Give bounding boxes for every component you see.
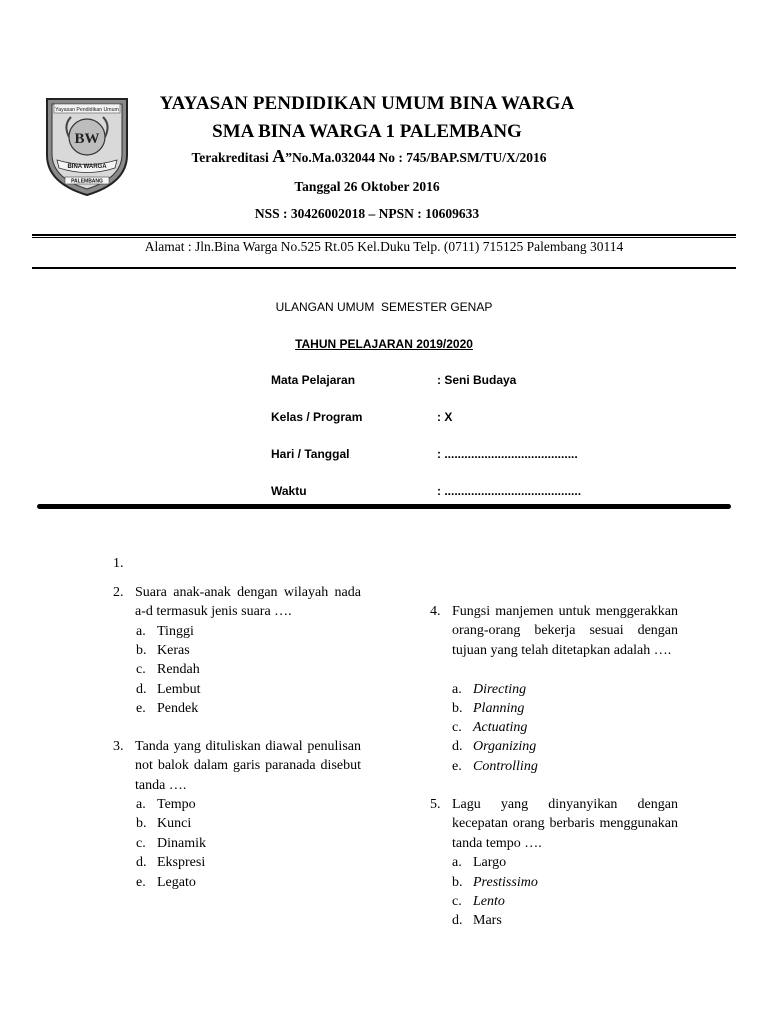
option-text: Dinamik (157, 836, 206, 851)
option-text: Lembut (157, 682, 201, 697)
option-3d[interactable] (136, 853, 336, 873)
option-5b[interactable] (452, 873, 652, 893)
question-stem: Suara anak-anak dengan wilayah nada a-d termasuk jenis suara …. (135, 585, 361, 620)
option-letter: e. (452, 759, 462, 774)
question-number: 3. (113, 739, 124, 754)
option-text: Tempo (157, 797, 196, 812)
option-text: Tinggi (157, 624, 194, 639)
school-name: SMA BINA WARGA 1 PALEMBANG (212, 121, 522, 142)
option-letter: c. (452, 894, 462, 909)
option-text: Prestissimo (473, 875, 538, 890)
question-4 (430, 602, 680, 682)
option-text: Keras (157, 643, 190, 658)
option-text: Rendah (157, 662, 200, 677)
option-3c[interactable] (136, 834, 336, 854)
accreditation-grade: A (272, 146, 286, 166)
option-text: Legato (157, 875, 196, 890)
option-2d[interactable] (136, 680, 336, 700)
header-divider-top (32, 234, 736, 236)
option-4e[interactable] (452, 757, 652, 777)
logo-monogram: BW (74, 131, 100, 147)
option-2a[interactable] (136, 622, 336, 642)
info-value-subject: : Seni Budaya (437, 373, 517, 387)
info-label-class: Kelas / Program (271, 410, 363, 424)
section-divider (37, 504, 731, 509)
info-label-time: Waktu (271, 484, 307, 498)
header-date: Tanggal 26 Oktober 2016 (294, 179, 440, 194)
option-text: Largo (473, 855, 507, 870)
question-number: 5. (430, 797, 441, 812)
accreditation-number: ”No.Ma.032044 No : 745/BAP.SM/TU/X/2016 (285, 150, 547, 165)
option-4a[interactable] (452, 680, 652, 700)
option-letter: c. (136, 836, 146, 851)
question-stem: Tanda yang dituliskan diawal penulisan not balok dalam garis paranada disebut tanda …. (135, 739, 361, 793)
option-letter: b. (452, 875, 463, 890)
question-stem: Fungsi manjemen untuk menggerakkan orang-orang bekerja sesuai dengan tujuan yang telah ditetapkan adalah …. (452, 604, 678, 658)
option-text: Ekspresi (157, 855, 206, 870)
option-5d[interactable] (452, 911, 652, 931)
question-2 (113, 583, 363, 623)
nss-npsn: NSS : 30426002018 – NPSN : 10609633 (254, 206, 480, 221)
option-4c[interactable] (452, 718, 652, 738)
option-2b[interactable] (136, 641, 336, 661)
info-value-time: : ......................................... (437, 484, 582, 498)
option-letter: c. (452, 720, 462, 735)
option-letter: d. (136, 682, 147, 697)
option-letter: b. (452, 701, 463, 716)
option-text: Kunci (157, 816, 192, 831)
option-letter: c. (136, 662, 146, 677)
exam-year: TAHUN PELAJARAN 2019/2020 (295, 337, 473, 351)
exam-title: ULANGAN UMUM SEMESTER GENAP (275, 300, 493, 314)
school-address: Alamat : Jln.Bina Warga No.525 Rt.05 Kel.Duku Telp. (0711) 715125 Palembang 30114 (144, 239, 624, 254)
logo-bottom-text: PALEMBANG (71, 178, 103, 185)
accreditation-prefix: Terakreditasi (191, 150, 273, 165)
question-3 (113, 737, 363, 797)
question-number: 1. (113, 556, 124, 571)
option-text: Mars (473, 913, 502, 928)
option-3a[interactable] (136, 795, 336, 815)
option-letter: a. (136, 624, 146, 639)
question-number: 4. (430, 604, 441, 619)
option-letter: d. (452, 739, 463, 754)
option-letter: a. (452, 855, 462, 870)
option-letter: d. (452, 913, 463, 928)
option-letter: e. (136, 875, 146, 890)
question-number: 2. (113, 585, 124, 600)
option-text: Actuating (473, 720, 528, 735)
option-text: Organizing (473, 739, 537, 754)
option-letter: d. (136, 855, 147, 870)
info-label-day-date: Hari / Tanggal (271, 447, 350, 461)
question-stem: Lagu yang dinyanyikan dengan kecepatan orang berbaris menggunakan tanda tempo …. (452, 797, 678, 851)
option-5a[interactable] (452, 853, 652, 873)
option-4b[interactable] (452, 699, 652, 719)
info-value-class: : X (437, 410, 453, 424)
info-label-subject: Mata Pelajaran (271, 373, 356, 387)
option-text: Controlling (473, 759, 538, 774)
option-text: Lento (473, 894, 505, 909)
option-2e[interactable] (136, 699, 336, 719)
option-3e[interactable] (136, 873, 336, 893)
question-1 (113, 554, 363, 574)
logo-band-text: BINA WARGA (67, 164, 107, 170)
option-letter: a. (452, 682, 462, 697)
logo-top-text: Yayasan Pendidikan Umum (55, 107, 119, 113)
option-2c[interactable] (136, 660, 336, 680)
header-divider-bottom (32, 267, 736, 269)
school-logo (45, 97, 129, 197)
option-3b[interactable] (136, 814, 336, 834)
question-5 (430, 795, 680, 855)
option-letter: a. (136, 797, 146, 812)
option-4d[interactable] (452, 737, 652, 757)
option-letter: b. (136, 816, 147, 831)
accreditation-line (140, 147, 598, 167)
foundation-name: YAYASAN PENDIDIKAN UMUM BINA WARGA (159, 93, 575, 114)
info-value-day-date: : ........................................ (437, 447, 578, 461)
option-text: Directing (473, 682, 527, 697)
option-text: Planning (473, 701, 525, 716)
option-letter: e. (136, 701, 146, 716)
option-text: Pendek (157, 701, 199, 716)
option-letter: b. (136, 643, 147, 658)
option-5c[interactable] (452, 892, 652, 912)
